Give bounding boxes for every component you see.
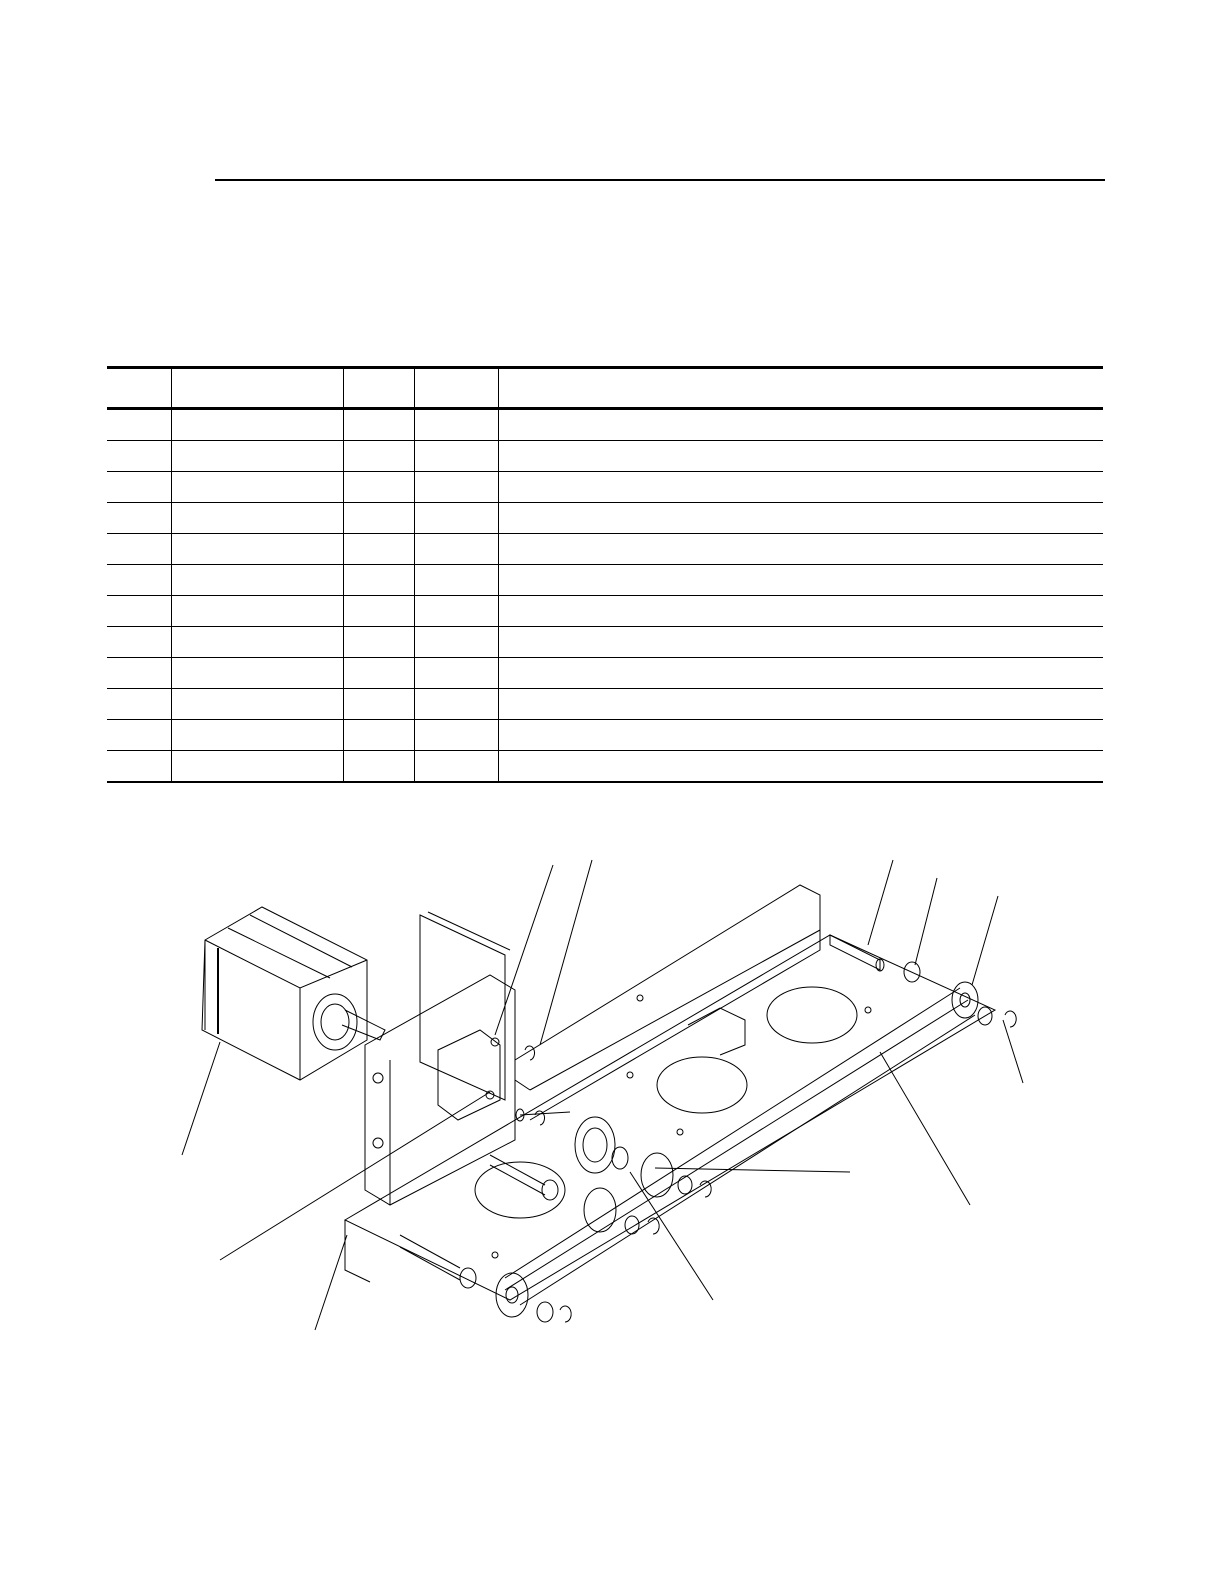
cell-part-number (171, 503, 343, 534)
table-header-row (107, 368, 1103, 409)
cell-qty (343, 720, 414, 751)
belt-and-pulleys (496, 982, 978, 1317)
cell-part-number (171, 534, 343, 565)
cell-unit (414, 658, 498, 689)
table-row (107, 596, 1103, 627)
cell-part-number (171, 720, 343, 751)
table-row (107, 658, 1103, 689)
cell-part-number (171, 472, 343, 503)
cell-description (498, 689, 1103, 720)
motor-bracket (365, 912, 515, 1205)
cell-description (498, 751, 1103, 783)
table-row (107, 534, 1103, 565)
cell-item (107, 503, 171, 534)
cell-item (107, 596, 171, 627)
table-body (107, 409, 1103, 783)
cell-item (107, 534, 171, 565)
table-row (107, 627, 1103, 658)
frame-rail (345, 885, 995, 1300)
cell-description (498, 472, 1103, 503)
cell-unit (414, 534, 498, 565)
col-unit (414, 368, 498, 409)
cell-unit (414, 441, 498, 472)
cell-qty (343, 658, 414, 689)
table-row (107, 751, 1103, 783)
cell-description (498, 534, 1103, 565)
cell-qty (343, 534, 414, 565)
cell-qty (343, 503, 414, 534)
table-row (107, 472, 1103, 503)
cell-qty (343, 409, 414, 441)
parts-list-table (107, 366, 1103, 783)
table-row (107, 503, 1103, 534)
cell-qty (343, 627, 414, 658)
cell-qty (343, 689, 414, 720)
cell-part-number (171, 658, 343, 689)
table-row (107, 565, 1103, 596)
cell-description (498, 503, 1103, 534)
col-qty (343, 368, 414, 409)
cell-unit (414, 503, 498, 534)
cell-unit (414, 689, 498, 720)
col-part-number (171, 368, 343, 409)
cell-part-number (171, 596, 343, 627)
cell-description (498, 441, 1103, 472)
cell-description (498, 565, 1103, 596)
exploded-assembly-drawing (0, 850, 1224, 1350)
cell-unit (414, 472, 498, 503)
cell-part-number (171, 565, 343, 596)
cell-description (498, 409, 1103, 441)
table-row (107, 409, 1103, 441)
cell-description (498, 627, 1103, 658)
cell-part-number (171, 409, 343, 441)
header-rule (215, 179, 1105, 181)
stepper-motor (202, 907, 385, 1080)
cell-qty (343, 472, 414, 503)
cell-unit (414, 627, 498, 658)
cell-item (107, 441, 171, 472)
cell-description (498, 720, 1103, 751)
cell-item (107, 565, 171, 596)
cell-qty (343, 751, 414, 783)
table-row (107, 689, 1103, 720)
col-description (498, 368, 1103, 409)
cell-qty (343, 596, 414, 627)
table-row (107, 720, 1103, 751)
cell-part-number (171, 441, 343, 472)
cell-unit (414, 720, 498, 751)
cell-unit (414, 409, 498, 441)
cell-part-number (171, 689, 343, 720)
cell-item (107, 627, 171, 658)
cell-unit (414, 751, 498, 783)
cell-part-number (171, 627, 343, 658)
cell-part-number (171, 751, 343, 783)
cell-description (498, 596, 1103, 627)
cell-unit (414, 596, 498, 627)
table-row (107, 441, 1103, 472)
cell-description (498, 658, 1103, 689)
cell-unit (414, 565, 498, 596)
cell-item (107, 720, 171, 751)
cell-item (107, 751, 171, 783)
shafts-and-fasteners (400, 935, 1016, 1322)
cell-item (107, 409, 171, 441)
cell-item (107, 658, 171, 689)
col-item (107, 368, 171, 409)
cell-qty (343, 565, 414, 596)
cell-item (107, 472, 171, 503)
cell-item (107, 689, 171, 720)
cell-qty (343, 441, 414, 472)
